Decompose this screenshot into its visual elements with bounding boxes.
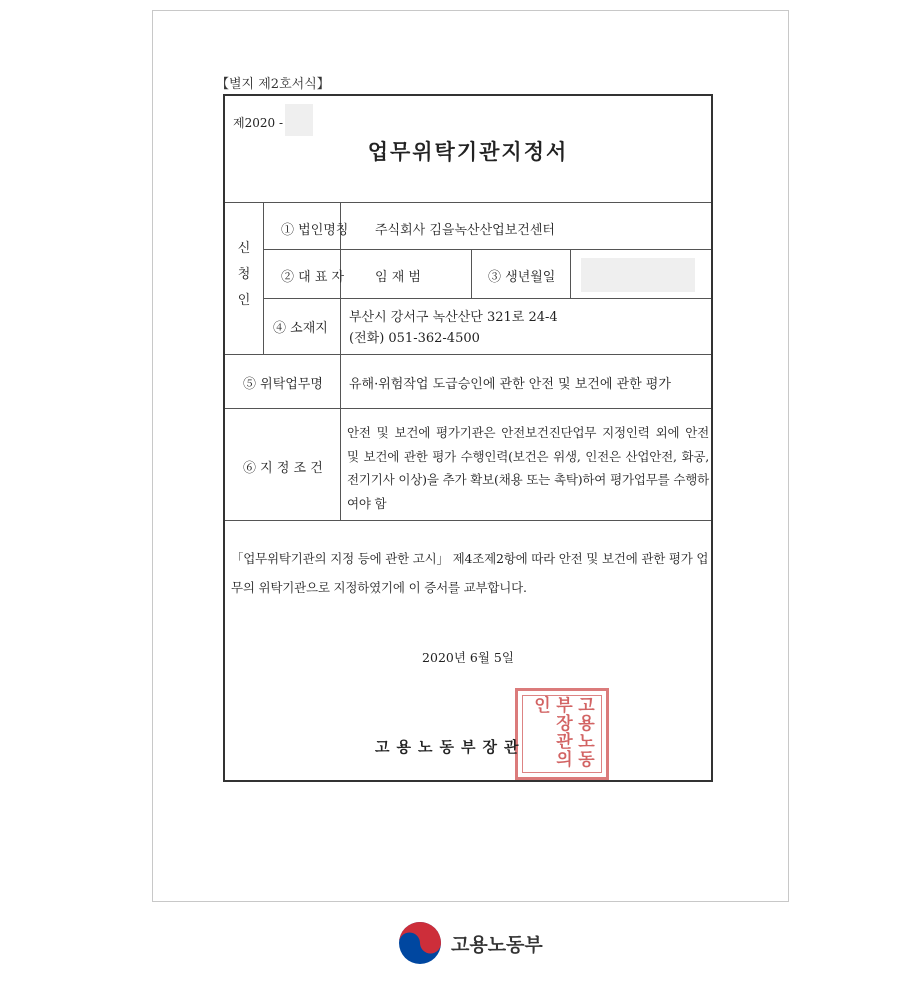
applicant-char: 신	[237, 241, 251, 256]
address-line: 부산시 강서구 녹산산단 321로 24-4	[349, 310, 558, 325]
issue-date: 2020년 6월 5일	[422, 650, 514, 665]
task-label: ⑤ 위탁업무명	[243, 377, 323, 392]
address-label: ④ 소재지	[273, 321, 328, 336]
task-value: 유해·위험작업 도급승인에 관한 안전 및 보건에 관한 평가	[349, 377, 671, 392]
row-divider	[225, 520, 711, 521]
row-divider	[263, 249, 711, 250]
row-divider	[263, 298, 711, 299]
declaration-text: 「업무위탁기관의 지정 등에 관한 고시」 제4조제2항에 따라 안전 및 보건에 관한 평가 업무의 위탁기관으로 지정하였기에 이 증서를 교부합니다.	[231, 551, 709, 595]
column-divider	[471, 249, 472, 298]
representative-label: ② 대 표 자	[281, 270, 345, 285]
corp-name-value: 주식회사 김을녹산산업보건센터	[375, 223, 555, 238]
column-divider	[340, 202, 341, 520]
condition-label: ⑥ 지 정 조 건	[243, 461, 323, 476]
issuer-name: 고용노동부장관	[375, 738, 526, 756]
column-divider	[570, 249, 571, 298]
certificate-number: 제2020 -	[233, 116, 284, 130]
certificate-title: 업무위탁기관지정서	[367, 139, 569, 164]
birthdate-redaction	[581, 258, 695, 292]
row-divider	[225, 354, 711, 355]
condition-text: 안전 및 보건에 평가기관은 안전보건진단업무 지정인력 외에 안전 및 보건에 관한 평가 수행인력(보건은 위생, 인전은 산업안전, 화공, 전기기사 이상)을 추가 확보(채용 또는 촉탁)하여 평가업무를 수행하여야 함	[347, 425, 709, 511]
form-label: 【별지 제2호서식】	[216, 77, 330, 92]
column-divider	[263, 202, 264, 354]
corp-name-label: ① 법인명칭	[281, 223, 349, 238]
applicant-char: 청	[237, 267, 251, 282]
applicant-label	[233, 236, 255, 314]
row-divider	[225, 408, 711, 409]
ministry-name: 고용노동부	[451, 933, 543, 956]
official-seal	[515, 688, 609, 780]
birthdate-label: ③ 생년월일	[488, 270, 556, 285]
seal-text: 고용노동부장관의인	[530, 696, 594, 768]
taegeuk-logo-icon	[397, 920, 443, 966]
certificate-document	[223, 94, 713, 782]
redaction-mask	[285, 104, 313, 136]
row-divider	[225, 202, 711, 203]
phone-line: (전화) 051-362-4500	[349, 331, 480, 346]
applicant-char: 인	[237, 293, 251, 308]
ministry-footer	[397, 920, 543, 966]
representative-value: 임 재 범	[375, 270, 421, 285]
